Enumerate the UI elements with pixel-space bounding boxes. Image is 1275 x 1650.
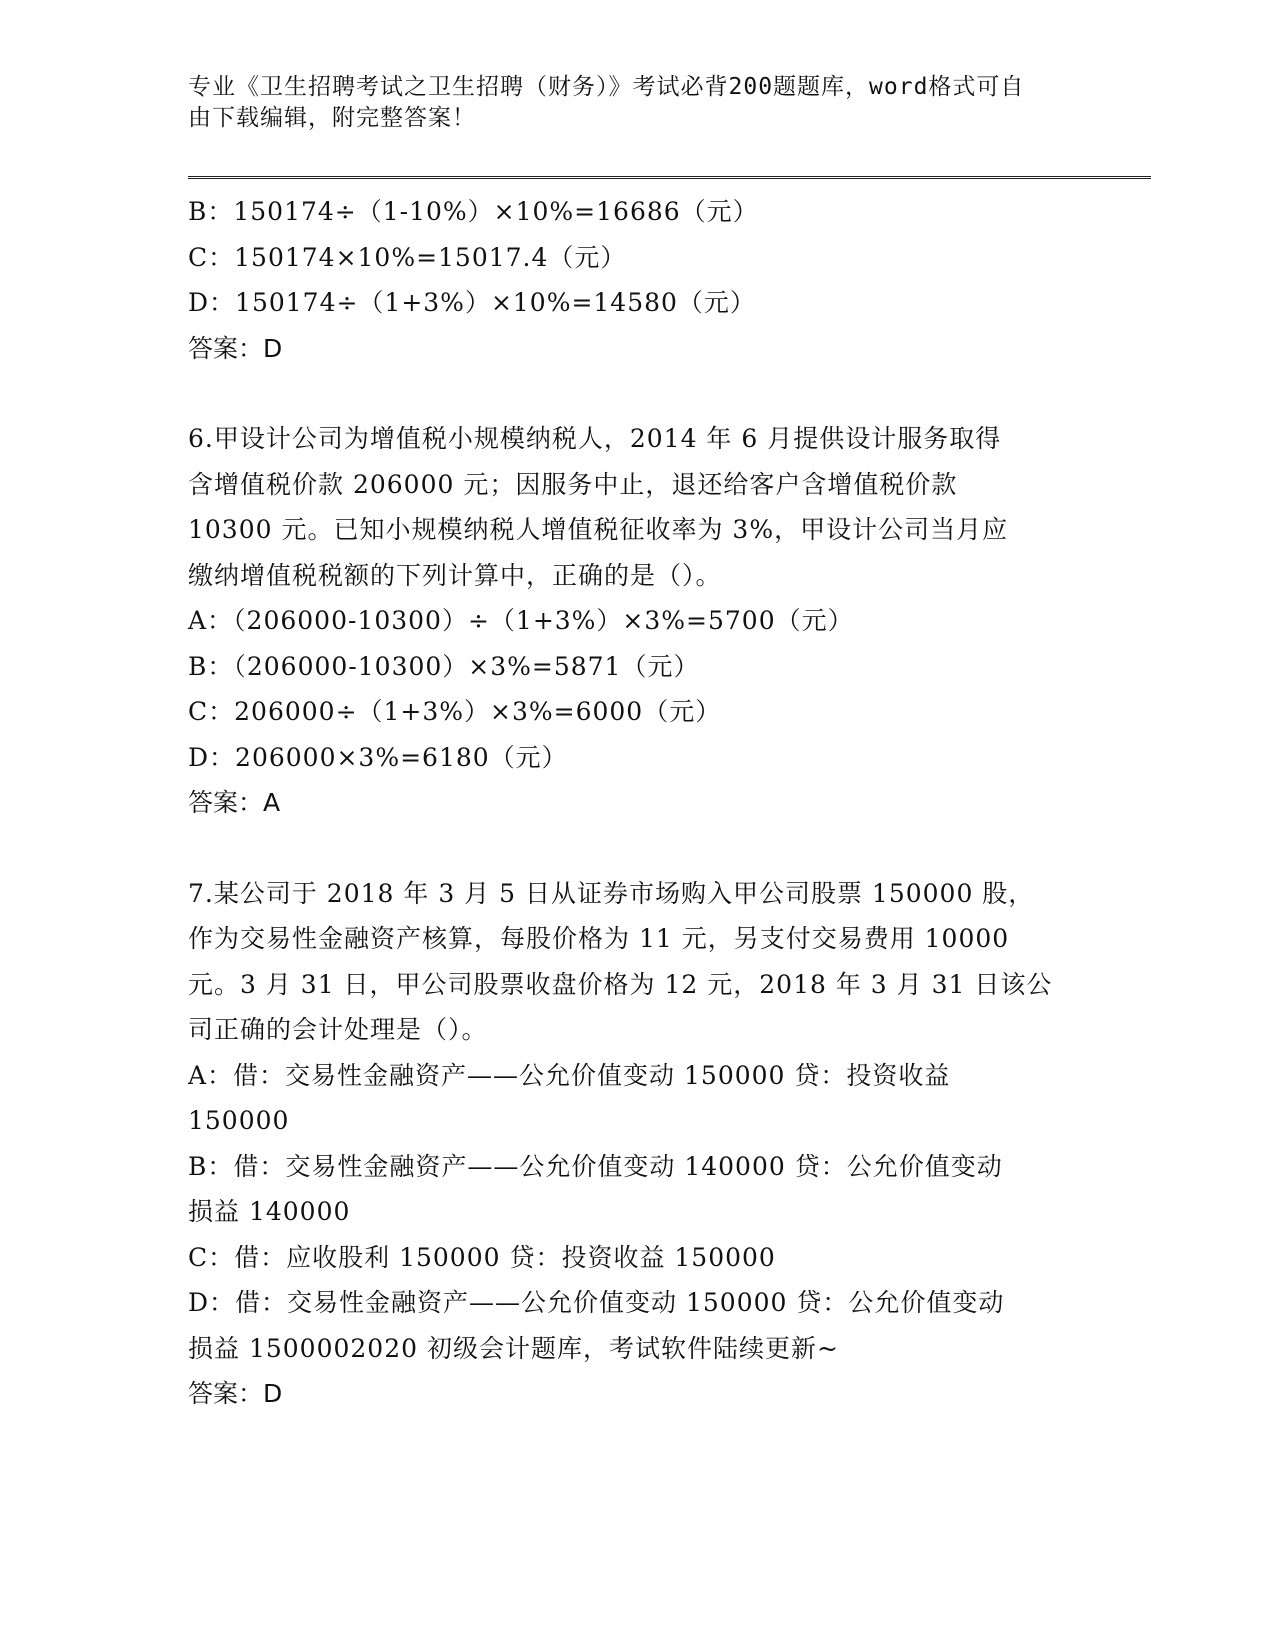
option-c: C：150174×10%=15017.4（元） (188, 242, 627, 272)
question-6 (188, 416, 1088, 826)
question-stem-line: 7.某公司于 2018 年 3 月 5 日从证券市场购入甲公司股票 150000 股， (188, 878, 1035, 908)
option-a: A：（206000-10300）÷（1+3%）×3%=5700（元） (188, 606, 854, 635)
option-a: A：借：交易性金融资产——公允价值变动 150000 贷：投资收益 (188, 1060, 951, 1090)
option-b: B：（206000-10300）×3%=5871（元） (188, 651, 700, 681)
option-c: C：借：应收股利 150000 贷：投资收益 150000 (188, 1242, 776, 1272)
question-stem-line: 缴纳增值税税额的下列计算中，正确的是（）。 (188, 560, 722, 590)
question-stem-line: 作为交易性金融资产核算，每股价格为 11 元，另支付交易费用 10000 (188, 924, 1010, 953)
question-7 (188, 871, 1088, 1417)
header-line-2: 由下载编辑，附完整答案！ (188, 105, 476, 131)
document-header (188, 72, 1068, 134)
option-d-continued: 损益 1500002020 初级会计题库，考试软件陆续更新~ (188, 1333, 839, 1363)
document-body (188, 189, 1088, 1417)
option-d: D：借：交易性金融资产——公允价值变动 150000 贷：公允价值变动 (188, 1288, 1005, 1317)
question-stem-line: 6.甲设计公司为增值税小规模纳税人，2014 年 6 月提供设计服务取得 (188, 424, 1002, 453)
question-stem-line: 元。3 月 31 日，甲公司股票收盘价格为 12 元，2018 年 3 月 31 日该公 (188, 969, 1053, 999)
answer-line: 答案：A (188, 788, 281, 817)
option-b: B：150174÷（1-10%）×10%=16686（元） (188, 197, 759, 226)
option-d: D：206000×3%=6180（元） (188, 742, 568, 772)
option-b-continued: 损益 140000 (188, 1197, 351, 1226)
spacer (188, 826, 1088, 871)
answer-line: 答案：D (188, 333, 283, 363)
option-a-continued: 150000 (188, 1106, 290, 1135)
option-b: B：借：交易性金融资产——公允价值变动 140000 贷：公允价值变动 (188, 1151, 1003, 1181)
option-d: D：150174÷（1+3%）×10%=14580（元） (188, 288, 756, 317)
header-divider (188, 176, 1151, 179)
answer-line: 答案：D (188, 1379, 283, 1408)
question-stem-line: 司正确的会计处理是（）。 (188, 1015, 488, 1044)
spacer (188, 371, 1088, 416)
header-line-1: 专业《卫生招聘考试之卫生招聘（财务）》考试必背200题题库，word格式可自 (188, 74, 1025, 100)
question-stem-line: 10300 元。已知小规模纳税人增值税征收率为 3%，甲设计公司当月应 (188, 515, 1009, 544)
option-c: C：206000÷（1+3%）×3%=6000（元） (188, 697, 722, 726)
question-stem-line: 含增值税价款 206000 元；因服务中止，退还给客户含增值税价款 (188, 469, 958, 499)
question-5-tail (188, 189, 1088, 371)
